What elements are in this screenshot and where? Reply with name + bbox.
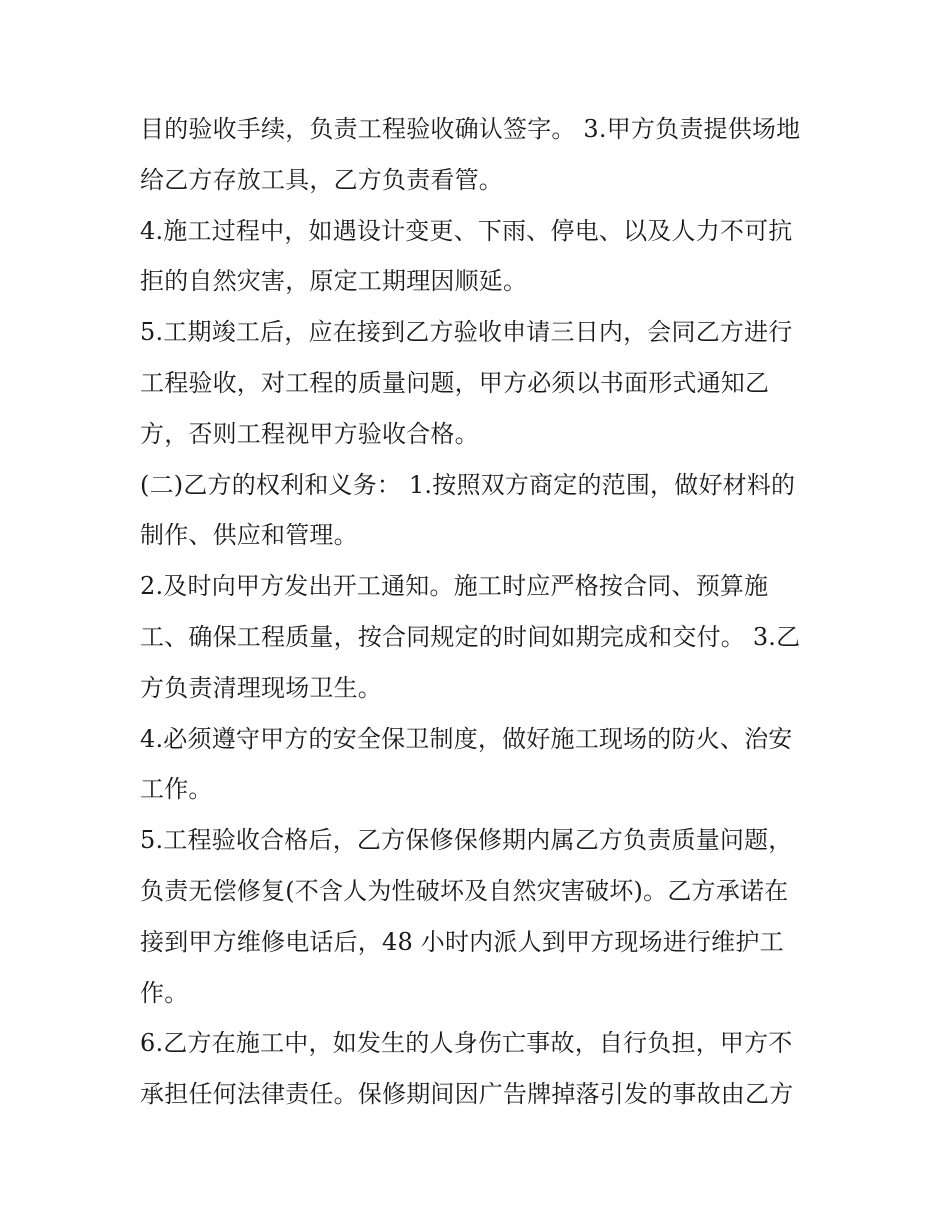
text-line: 制作、供应和管理。 bbox=[140, 521, 358, 550]
text-line: 工程验收，对工程的质量问题，甲方必须以书面形式通知乙 bbox=[140, 368, 770, 397]
text-line: 4.必须遵守甲方的安全保卫制度，做好施工现场的防火、治安 bbox=[140, 724, 793, 753]
text-line: 拒的自然灾害，原定工期理因顺延。 bbox=[140, 267, 528, 296]
text-line: 给乙方存放工具，乙方负责看管。 bbox=[140, 165, 503, 194]
text-line: 目的验收手续，负责工程验收确认签字。 3.甲方负责提供场地 bbox=[140, 115, 801, 143]
text-line: 负责无偿修复(不含人为性破坏及自然灾害破坏)。乙方承诺在 bbox=[140, 876, 789, 905]
text-line: 方，否则工程视甲方验收合格。 bbox=[140, 419, 479, 448]
text-line: 方负责清理现场卫生。 bbox=[140, 673, 382, 702]
text-line: 5.工期竣工后，应在接到乙方验收申请三日内，会同乙方进行 bbox=[140, 318, 793, 347]
text-line: 4.施工过程中，如遇设计变更、下雨、停电、以及人力不可抗 bbox=[140, 216, 793, 245]
text-line: 6.乙方在施工中，如发生的人身伤亡事故，自行负担，甲方不 bbox=[140, 1029, 793, 1058]
text-line: 接到甲方维修电话后，48 小时内派人到甲方现场进行维护工 bbox=[140, 927, 784, 956]
text-line: (二)乙方的权利和义务： 1.按照双方商定的范围，做好材料的 bbox=[140, 470, 796, 499]
text-line: 工、确保工程质量，按合同规定的时间如期完成和交付。 3.乙 bbox=[140, 622, 801, 651]
document-body bbox=[140, 104, 820, 1120]
text-line: 承担任何法律责任。保修期间因广告牌掉落引发的事故由乙方 bbox=[140, 1080, 794, 1109]
text-line: 作。 bbox=[140, 978, 189, 1007]
text-line: 工作。 bbox=[140, 775, 213, 804]
text-line: 5.工程验收合格后，乙方保修保修期内属乙方负责质量问题， bbox=[140, 826, 793, 855]
text-line: 2.及时向甲方发出开工通知。施工时应严格按合同、预算施 bbox=[140, 572, 769, 601]
